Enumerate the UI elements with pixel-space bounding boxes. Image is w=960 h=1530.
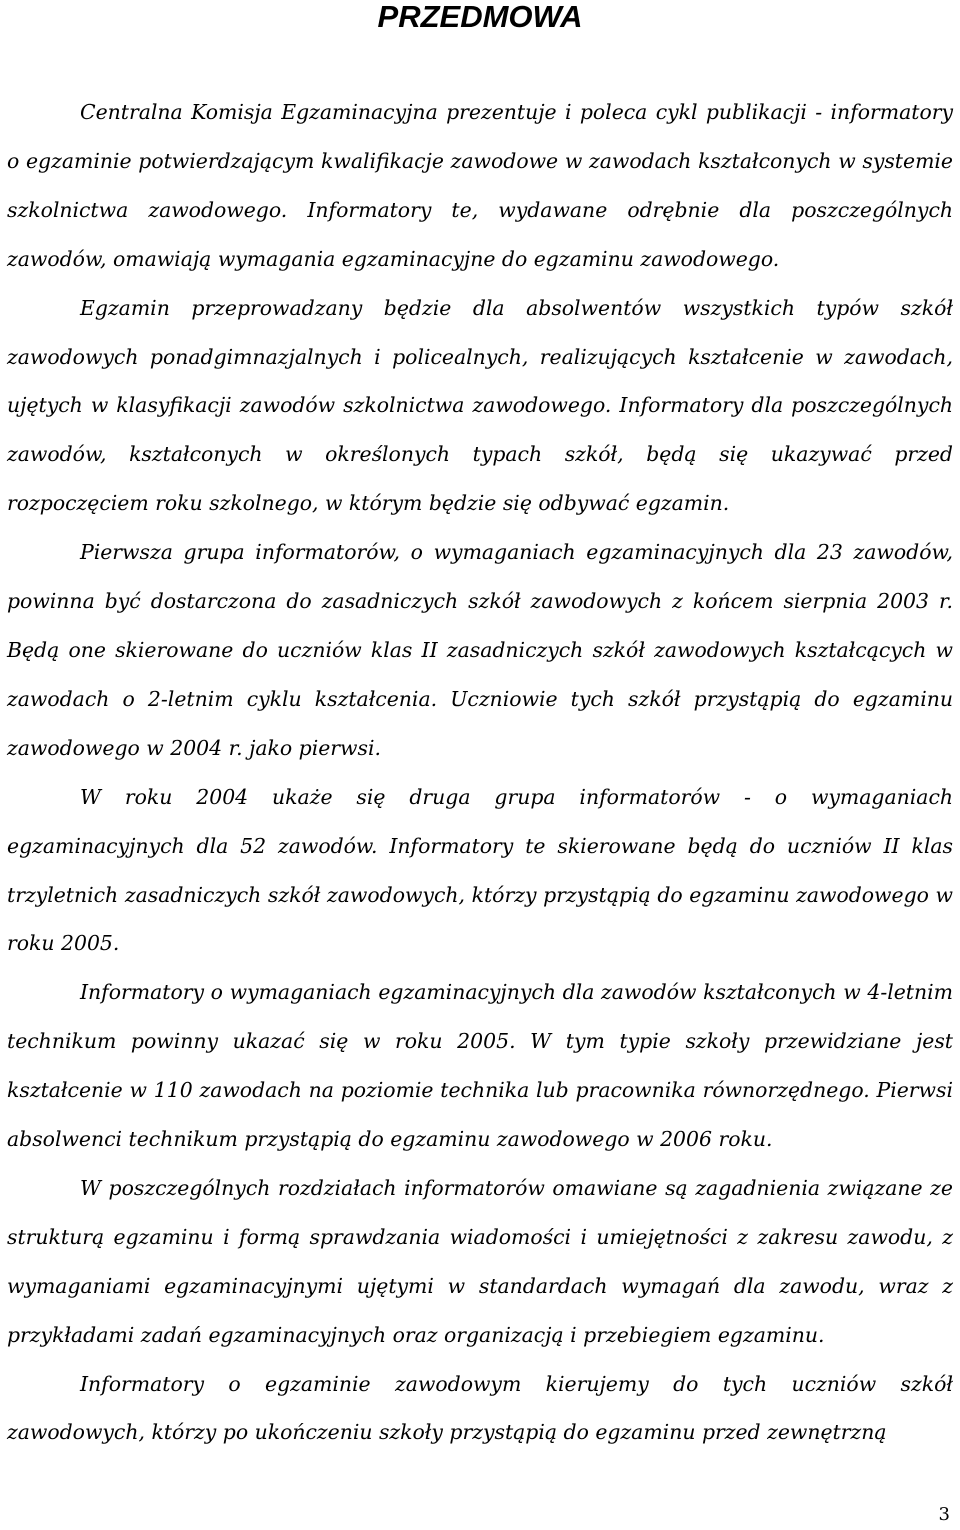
page-number: 3 xyxy=(938,1504,950,1525)
paragraph-3: Pierwsza grupa informatorów, o wymaganiach egzaminacyjnych dla 23 zawodów, powinna być dostarczona do zasadniczych szkół zawodowych z końcem sierpnia 2003 r. Będą one skierowane do uczniów klas II zasadniczych szkół zawodowych kształcących w zawodach o 2-letnim cyklu kształcenia. Uczniowie tych szkół przystąpią do egzaminu zawodowego w 2004 r. jako pierwsi. xyxy=(7,540,953,760)
paragraph-4: W roku 2004 ukaże się druga grupa informatorów - o wymaganiach egzaminacyjnych dla 52 zawodów. Informatory te skierowane będą do uczniów II klas trzyletnich zasadniczych szkół zawodowych, którzy przystąpią do egzaminu zawodowego w roku 2005. xyxy=(7,784,953,956)
paragraph-1: Centralna Komisja Egzaminacyjna prezentuje i poleca cykl publikacji - informatory o egzaminie potwierdzającym kwalifikacje zawodowe w zawodach kształconych w systemie szkolnictwa zawodowego. Informatory te, wydawane odrębnie dla poszczególnych zawodów, omawiają wymagania egzaminacyjne do egzaminu zawodowego. xyxy=(7,100,953,271)
paragraph-5: Informatory o wymaganiach egzaminacyjnych dla zawodów kształconych w 4-letnim technikum powinny ukazać się w roku 2005. W tym typie szkoły przewidziane jest kształcenie w 110 zawodach na poziomie technika lub pracownika równorzędnego. Pierwsi absolwenci technikum przystąpią do egzaminu zawodowego w 2006 roku. xyxy=(7,980,953,1152)
body-text xyxy=(7,88,953,1457)
paragraph-2: Egzamin przeprowadzany będzie dla absolwentów wszystkich typów szkół zawodowych ponadgimnazjalnych i policealnych, realizujących kształcenie w zawodach, ujętych w klasyfikacji zawodów szkolnictwa zawodowego. Informatory dla poszczególnych zawodów, kształconych w określonych typach szkół, będą się ukazywać przed rozpoczęciem roku szkolnego, w którym będzie się odbywać egzamin. xyxy=(7,295,953,516)
paragraph-6: W poszczególnych rozdziałach informatorów omawiane są zagadnienia związane ze strukturą egzaminu i formą sprawdzania wiadomości i umiejętności z zakresu zawodu, z wymaganiami egzaminacyjnymi ujętymi w standardach wymagań dla zawodu, wraz z przykładami zadań egzaminacyjnych oraz organizacją i przebiegiem egzaminu. xyxy=(7,1175,953,1347)
paragraph-7: Informatory o egzaminie zawodowym kierujemy do tych uczniów szkół zawodowych, którzy po ukończeniu szkoły przystąpią do egzaminu przed zewnętrzną xyxy=(7,1371,953,1445)
page-title: PRZEDMOWA xyxy=(377,0,583,34)
